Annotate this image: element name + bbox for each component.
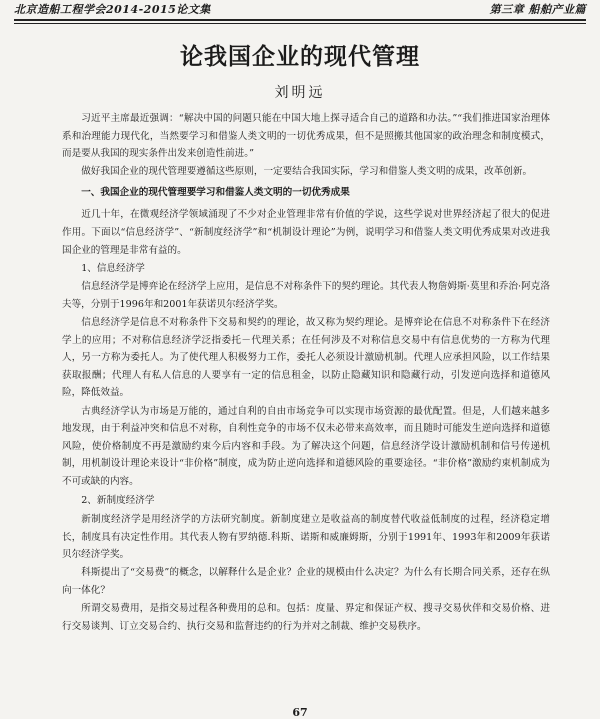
- running-header: [14, 0, 586, 18]
- header-rule-thick: [14, 19, 586, 21]
- header-right-text: 第三章 船舶产业篇: [489, 3, 586, 16]
- paragraph: 新制度经济学是用经济学的方法研究制度。新制度建立是收益高的制度替代收益低制度的过程，经济稳定增长，制度具有决定性作用。其代表人物有罗纳德.科斯、诺斯和威廉姆斯，分别于1991年、1993年和2009年获诺贝尔经济学奖。: [62, 514, 550, 561]
- page-number: 67: [292, 706, 308, 719]
- subsection-heading: 1、信息经济学: [81, 262, 145, 274]
- paragraph: 信息经济学是信息不对称条件下交易和契约的理论，故又称为契约理论。是博弈论在信息不对称条件下在经济学上的应用；不对称信息经济学泛指委托－代理关系；在任何涉及不对称信息交易中有信息优势的一方称为代理人，另一方称为委托人。为了使代理人积极努力工作，委托人必须设计激励机制。代理人应承担风险，以工作结果获取报酬；代理人有私人信息的人要享有一定的信息租金，以防止隐藏知识和隐藏行动，引发逆向选择和道德风险，降低效益。: [62, 317, 550, 399]
- header-left-text: 北京造船工程学会2014-2015论文集: [14, 3, 211, 16]
- section-heading: 一、我国企业的现代管理要学习和借鉴人类文明的一切优秀成果: [81, 186, 350, 198]
- article-body: [62, 110, 550, 636]
- paragraph: 信息经济学是博弈论在经济学上应用，是信息不对称条件下的契约理论。其代表人物詹姆斯·莫里和乔治·阿克洛夫等，分别于1996年和2001年获诺贝尔经济学奖。: [62, 281, 550, 310]
- paragraph: 所谓交易费用，是指交易过程各种费用的总和。包括：度量、界定和保证产权、搜寻交易伙伴和交易价格、进行交易谈判、订立交易合约、执行交易和监督违约的行为并对之制裁、维护交易秩序。: [62, 603, 550, 632]
- paragraph: 近几十年，在微观经济学领域涌现了不少对企业管理非常有价值的学说，这些学说对世界经济起了很大的促进作用。下面以“信息经济学”、“新制度经济学”和“机制设计理论”为例，说明学习和借鉴人类文明优秀成果对改进我国企业的管理是非常有益的。: [62, 209, 550, 256]
- article-title: 论我国企业的现代管理: [180, 43, 420, 70]
- header-rule-thin: [14, 23, 586, 24]
- paragraph: 习近平主席最近强调：“解决中国的问题只能在中国大地上探寻适合自己的道路和办法。”“我们推进国家治理体系和治理能力现代化，当然要学习和借鉴人类文明的一切优秀成果，但不是照搬其他国家的政治理念和制度模式，而是要从我国的现实条件出发来创造性前进。”: [62, 113, 550, 160]
- paragraph: 古典经济学认为市场是万能的，通过自利的自由市场竞争可以实现市场资源的最优配置。但是，人们越来越多地发现，由于利益冲突和信息不对称，自利性竞争的市场不仅未必带来高效率，而且随时可能发生逆向选择和道德风险，使价格制度不再是激励约束今后内容和手段。为了解决这个问题，信息经济学设计激励机制和信号传递机制，用机制设计理论来设计“非价格”制度，成为防止逆向选择和道德风险的重要途径。“非价格”激励约束机制成为不可或缺的内容。: [62, 405, 550, 487]
- article-author: 刘明远: [274, 85, 326, 101]
- paragraph: 科斯提出了“交易费”的概念，以解释什么是企业？企业的规模由什么决定？为什么有长期合同关系，还存在纵向一体化？: [62, 567, 550, 596]
- paragraph: 做好我国企业的现代管理要遵循这些原则，一定要结合我国实际，学习和借鉴人类文明的成果，改革创新。: [81, 166, 533, 178]
- subsection-heading: 2、新制度经济学: [81, 495, 155, 507]
